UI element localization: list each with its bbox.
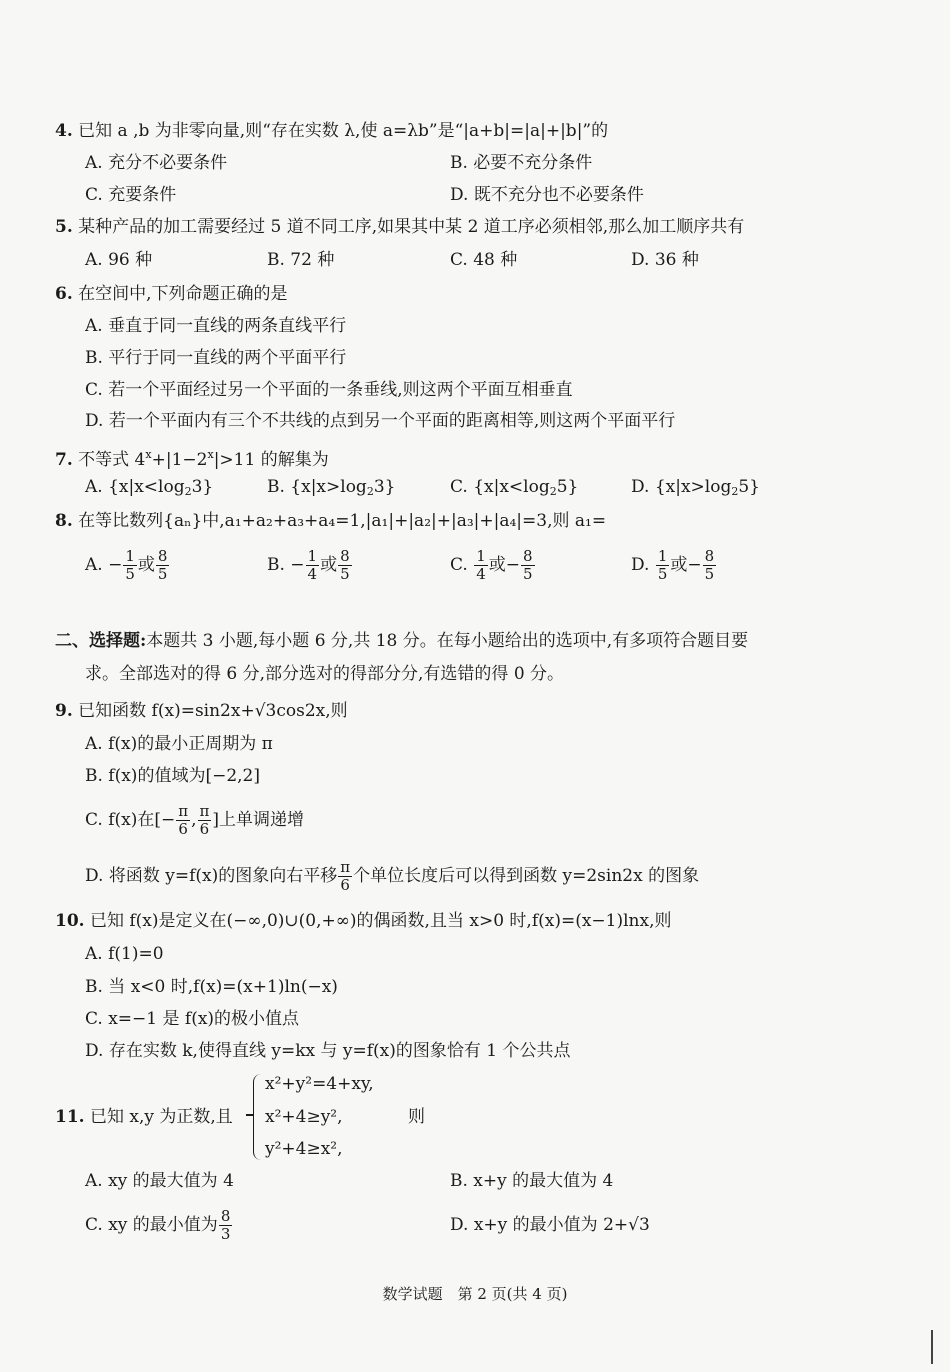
section-2-line-1: 本题共 3 小题,每小题 6 分,共 18 分。在每小题给出的选项中,有多项符合题目要: [146, 631, 749, 651]
system-equation-2: x²+4≥y²,: [265, 1107, 343, 1127]
question-7-sup-1: x: [145, 448, 152, 461]
system-then: 则: [408, 1107, 425, 1127]
q8-b-frac-2: [338, 548, 352, 583]
question-5-option-a: A. 96 种: [85, 250, 153, 270]
question-5-number: 5.: [55, 217, 73, 237]
question-5-option-d: D. 36 种: [631, 250, 699, 270]
question-6-stem: [55, 283, 288, 305]
q9-c-pre: C. f(x)在[−: [85, 810, 176, 830]
q7-a-end: 3}: [191, 477, 214, 497]
q8-d-den-1: 5: [657, 565, 668, 583]
q8-b-num-2: 8: [340, 547, 350, 565]
question-7-option-c: [450, 476, 578, 503]
q9-c-num-1: π: [178, 802, 189, 820]
q11-c-frac: [219, 1208, 233, 1243]
question-7-option-a: [85, 476, 213, 503]
question-7-sup-2: x: [207, 448, 214, 461]
question-11-option-d: D. x+y 的最小值为 2+√3: [450, 1215, 650, 1235]
question-4-stem: [55, 120, 608, 142]
q9-d-den: 6: [340, 876, 350, 894]
question-9-text: 已知函数 f(x)=sin2x+√3cos2x,则: [78, 701, 348, 721]
question-8-stem: [55, 510, 606, 532]
question-5-stem: [55, 216, 744, 238]
question-4-text: 已知 a ,b 为非零向量,则“存在实数 λ,使 a=λb”是“|a+b|=|a|+|b|”的: [78, 121, 609, 141]
question-6-option-a: A. 垂直于同一直线的两条直线平行: [85, 316, 347, 336]
q9-d-num: π: [340, 858, 351, 876]
page-footer: 数学试题 第 2 页(共 4 页): [382, 1285, 568, 1303]
question-6-option-c: C. 若一个平面经过另一个平面的一条垂线,则这两个平面互相垂直: [85, 380, 573, 400]
question-10-number: 10.: [55, 911, 85, 931]
question-9-option-b: B. f(x)的值域为[−2,2]: [85, 766, 260, 786]
section-2-title: 二、选择题:: [55, 631, 147, 651]
question-8-option-d: [631, 546, 717, 584]
question-6-option-b: B. 平行于同一直线的两个平面平行: [85, 348, 347, 368]
question-11-number: 11.: [55, 1107, 85, 1127]
q9-c-frac-1: [176, 803, 190, 838]
q9-c-end: ]上单调递增: [212, 810, 304, 830]
question-5-option-c: C. 48 种: [450, 250, 518, 270]
q7-c-end: 5}: [556, 477, 579, 497]
question-11-option-c: [85, 1205, 233, 1245]
q8-c-den-2: 5: [523, 565, 533, 583]
question-4-option-a: A. 充分不必要条件: [85, 153, 228, 173]
question-11-text: 已知 x,y 为正数,且: [89, 1107, 233, 1127]
question-6-text: 在空间中,下列命题正确的是: [78, 284, 288, 304]
question-8-option-c: [450, 546, 536, 584]
question-4-option-d: D. 既不充分也不必要条件: [450, 185, 644, 205]
q7-d-end: 5}: [738, 477, 760, 497]
question-7-text-b: +|1−2: [151, 450, 208, 470]
question-9-option-a: A. f(x)的最小正周期为 π: [85, 734, 273, 754]
q8-b-mid: 或: [320, 555, 338, 575]
q11-c-num: 8: [220, 1207, 231, 1225]
q7-a-text: A. {x|x<log: [85, 477, 185, 497]
q8-c-den-1: 4: [476, 565, 486, 583]
q8-d-frac-1: [656, 548, 670, 583]
q8-d-mid: 或−: [670, 555, 702, 575]
q8-a-den-1: 5: [125, 565, 135, 583]
question-5-option-b: B. 72 种: [267, 250, 335, 270]
q7-c-text: C. {x|x<log: [450, 477, 550, 497]
q8-b-frac-1: [306, 548, 320, 583]
question-4-option-b: B. 必要不充分条件: [450, 153, 593, 173]
q9-d-frac: [338, 859, 352, 894]
question-5-text: 某种产品的加工需要经过 5 道不同工序,如果其中某 2 道工序必须相邻,那么加工顺序共有: [78, 217, 745, 237]
question-7-option-b: [267, 476, 395, 503]
question-7-stem: [55, 444, 329, 471]
q8-d-num-2: 8: [704, 547, 715, 565]
question-7-text-a: 不等式 4: [78, 450, 146, 470]
question-8-option-a: [85, 546, 170, 584]
scan-edge-mark: [931, 1330, 933, 1364]
q7-b-sub: 2: [366, 485, 374, 498]
question-9-number: 9.: [55, 701, 73, 721]
q8-b-pre: B. −: [267, 555, 305, 575]
question-7-option-d: [631, 476, 760, 503]
section-2-header: [55, 630, 748, 652]
q9-d-pre: D. 将函数 y=f(x)的图象向右平移: [85, 866, 338, 886]
q7-b-text: B. {x|x>log: [267, 477, 367, 497]
q8-c-mid: 或−: [488, 555, 521, 575]
question-7-text-c: |>11 的解集为: [213, 450, 329, 470]
q7-d-text: D. {x|x>log: [631, 477, 732, 497]
question-10-option-a: A. f(1)=0: [85, 944, 164, 964]
question-9-option-d: [85, 856, 699, 896]
question-10-text: 已知 f(x)是定义在(−∞,0)∪(0,+∞)的偶函数,且当 x>0 时,f(x)=(x−1)lnx,则: [89, 911, 672, 931]
q8-a-frac-2: [156, 548, 170, 583]
q8-b-den-1: 4: [307, 565, 318, 583]
q7-d-sub: 2: [731, 485, 739, 498]
question-10-option-b: B. 当 x<0 时,f(x)=(x+1)ln(−x): [85, 977, 338, 997]
q9-c-den-1: 6: [178, 820, 188, 838]
question-6-option-d: D. 若一个平面内有三个不共线的点到另一个平面的距离相等,则这两个平面平行: [85, 411, 676, 431]
system-equation-1: x²+y²=4+xy,: [265, 1074, 374, 1094]
q9-c-num-2: π: [199, 802, 210, 820]
q9-d-end: 个单位长度后可以得到函数 y=2sin2x 的图象: [353, 866, 700, 886]
q8-a-mid: 或: [137, 555, 155, 575]
q9-c-frac-2: [198, 803, 212, 838]
q8-d-num-1: 1: [657, 547, 668, 565]
question-4-option-c: C. 充要条件: [85, 185, 177, 205]
q8-a-pre: A. −: [85, 555, 123, 575]
q8-c-frac-2: [521, 548, 535, 583]
q8-c-num-2: 8: [523, 547, 533, 565]
q9-c-mid: ,: [191, 810, 197, 830]
q8-d-pre: D.: [631, 555, 655, 575]
question-11-stem: [55, 1106, 233, 1128]
question-10-option-c: C. x=−1 是 f(x)的极小值点: [85, 1009, 300, 1029]
system-equation-3: y²+4≥x²,: [265, 1139, 343, 1159]
q8-c-pre: C.: [450, 555, 474, 575]
q8-d-den-2: 5: [704, 565, 715, 583]
section-2-line-2: 求。全部选对的得 6 分,部分选对的得部分分,有选错的得 0 分。: [85, 664, 565, 684]
q8-b-num-1: 1: [307, 547, 318, 565]
q8-a-den-2: 5: [157, 565, 168, 583]
q8-a-num-2: 8: [157, 547, 168, 565]
question-10-option-d: D. 存在实数 k,使得直线 y=kx 与 y=f(x)的图象恰有 1 个公共点: [85, 1041, 571, 1061]
question-11-option-b: B. x+y 的最大值为 4: [450, 1171, 614, 1191]
q8-c-num-1: 1: [476, 547, 486, 565]
q8-a-num-1: 1: [125, 547, 135, 565]
q8-b-den-2: 5: [340, 565, 350, 583]
question-6-number: 6.: [55, 284, 73, 304]
question-7-number: 7.: [55, 450, 73, 470]
q7-a-sub: 2: [184, 485, 192, 498]
system-brace: [253, 1074, 264, 1160]
question-10-stem: [55, 910, 672, 932]
question-11-option-a: A. xy 的最大值为 4: [85, 1171, 234, 1191]
question-4-number: 4.: [55, 121, 73, 141]
q7-b-end: 3}: [373, 477, 396, 497]
q9-c-den-2: 6: [199, 820, 210, 838]
q8-d-frac-2: [703, 548, 717, 583]
q8-a-frac-1: [123, 548, 137, 583]
question-8-option-b: [267, 546, 353, 584]
q11-c-den: 3: [220, 1225, 231, 1243]
question-9-option-c: [85, 800, 304, 840]
q7-c-sub: 2: [549, 485, 557, 498]
question-9-stem: [55, 700, 348, 722]
question-8-number: 8.: [55, 511, 73, 531]
q8-c-frac-1: [474, 548, 488, 583]
question-8-text: 在等比数列{aₙ}中,a₁+a₂+a₃+a₄=1,|a₁|+|a₂|+|a₃|+|a₄|=3,则 a₁=: [78, 511, 607, 531]
q11-c-pre: C. xy 的最小值为: [85, 1215, 218, 1235]
